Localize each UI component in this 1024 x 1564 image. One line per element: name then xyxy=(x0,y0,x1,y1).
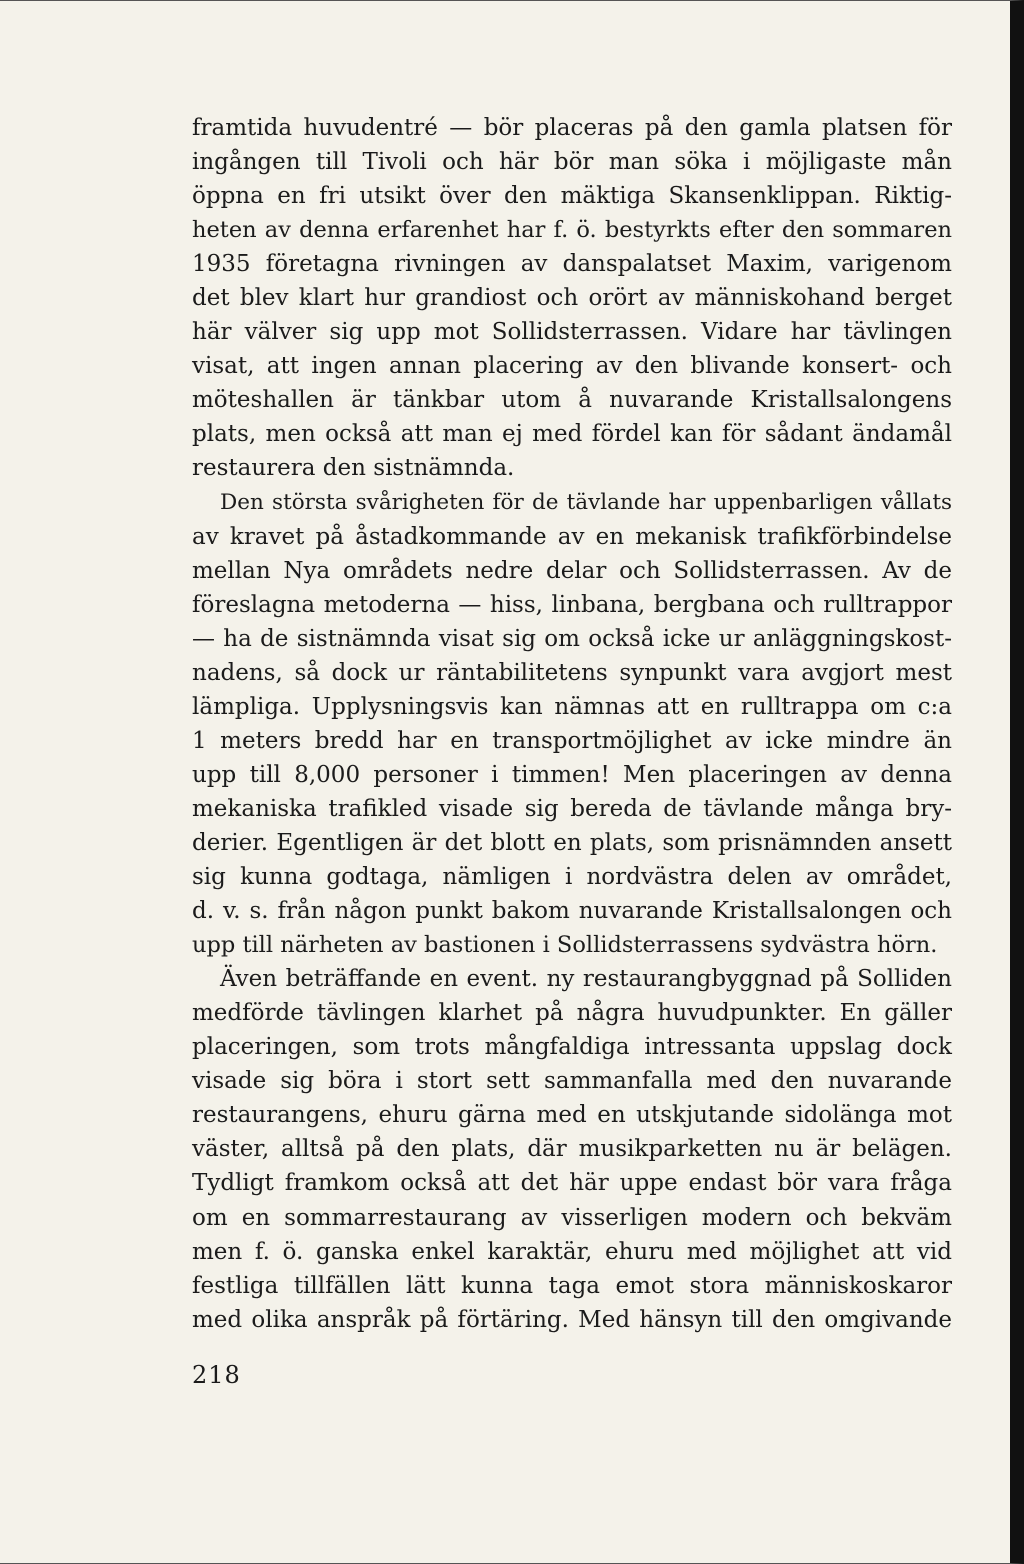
text-line: upp till 8,000 personer i timmen! Men placeringen av denna xyxy=(192,761,952,788)
text-line: Tydligt framkom också att det här uppe endast bör vara fråga xyxy=(192,1170,952,1197)
text-line: medförde tävlingen klarhet på några huvudpunkter. En gäller xyxy=(192,1000,952,1027)
text-line: väster, alltså på den plats, där musikparketten nu är belägen. xyxy=(192,1136,952,1163)
text-line: placeringen, som trots mångfaldiga intressanta uppslag dock xyxy=(192,1034,952,1061)
text-line: visat, att ingen annan placering av den blivande konsert- och xyxy=(192,353,952,380)
text-line: här välver sig upp mot Sollidsterrassen. Vidare har tävlingen xyxy=(192,319,952,346)
page-number: 218 xyxy=(192,1361,241,1389)
text-line: med olika anspråk på förtäring. Med hänsyn till den omgivande xyxy=(192,1306,952,1333)
text-line: 1 meters bredd har en transportmöjlighet av icke mindre än xyxy=(192,727,952,754)
text-line: mekaniska trafikled visade sig bereda de tävlande många bry- xyxy=(192,795,952,822)
text-line: om en sommarrestaurang av visserligen modern och bekväm xyxy=(192,1204,952,1231)
body-text xyxy=(192,111,952,1337)
text-line: d. v. s. från någon punkt bakom nuvarande Kristallsalongen och xyxy=(192,898,952,925)
text-line: plats, men också att man ej med fördel kan för sådant ändamål xyxy=(192,421,952,448)
text-line: men f. ö. ganska enkel karaktär, ehuru med möjlighet att vid xyxy=(192,1238,952,1265)
text-line: öppna en fri utsikt över den mäktiga Skansenklippan. Riktig- xyxy=(192,183,952,210)
text-line: föreslagna metoderna — hiss, linbana, bergbana och rulltrappor xyxy=(192,591,952,618)
text-line: av kravet på åstadkommande av en mekanisk trafikförbindelse xyxy=(192,523,952,550)
paragraph-start-line: Även beträffande en event. ny restaurangbyggnad på Solliden xyxy=(220,966,952,993)
text-line: sig kunna godtaga, nämligen i nordvästra delen av området, xyxy=(192,864,952,891)
text-line: visade sig böra i stort sett sammanfalla med den nuvarande xyxy=(192,1068,952,1095)
text-line: nadens, så dock ur räntabilitetens synpunkt vara avgjort mest xyxy=(192,659,952,686)
text-line: 1935 företagna rivningen av danspalatset Maxim, varigenom xyxy=(192,251,952,278)
text-line: festliga tillfällen lätt kunna taga emot stora människoskaror xyxy=(192,1272,952,1299)
text-line: lämpliga. Upplysningsvis kan nämnas att en rulltrappa om c:a xyxy=(192,693,952,720)
paragraph-end-line: restaurera den sistnämnda. xyxy=(192,455,515,482)
text-line: det blev klart hur grandiost och orört av människohand berget xyxy=(192,285,952,312)
text-line: ingången till Tivoli och här bör man söka i möjligaste mån xyxy=(192,149,952,176)
text-line: mellan Nya områdets nedre delar och Sollidsterrassen. Av de xyxy=(192,557,952,584)
text-line: restaurangens, ehuru gärna med en utskjutande sidolänga mot xyxy=(192,1102,952,1129)
paragraph-start-line: Den största svårigheten för de tävlande har uppenbarligen vållats xyxy=(220,489,952,515)
text-line: — ha de sistnämnda visat sig om också icke ur anläggningskost- xyxy=(192,625,952,652)
text-line: möteshallen är tänkbar utom å nuvarande Kristallsalongens xyxy=(192,387,952,414)
text-line: derier. Egentligen är det blott en plats, som prisnämnden ansett xyxy=(192,829,952,856)
text-line: framtida huvudentré — bör placeras på den gamla platsen för xyxy=(192,115,952,141)
text-line: heten av denna erfarenhet har f. ö. bestyrkts efter den sommaren xyxy=(192,217,952,244)
paragraph-end-line: upp till närheten av bastionen i Sollidsterrassens sydvästra hörn. xyxy=(192,932,938,959)
